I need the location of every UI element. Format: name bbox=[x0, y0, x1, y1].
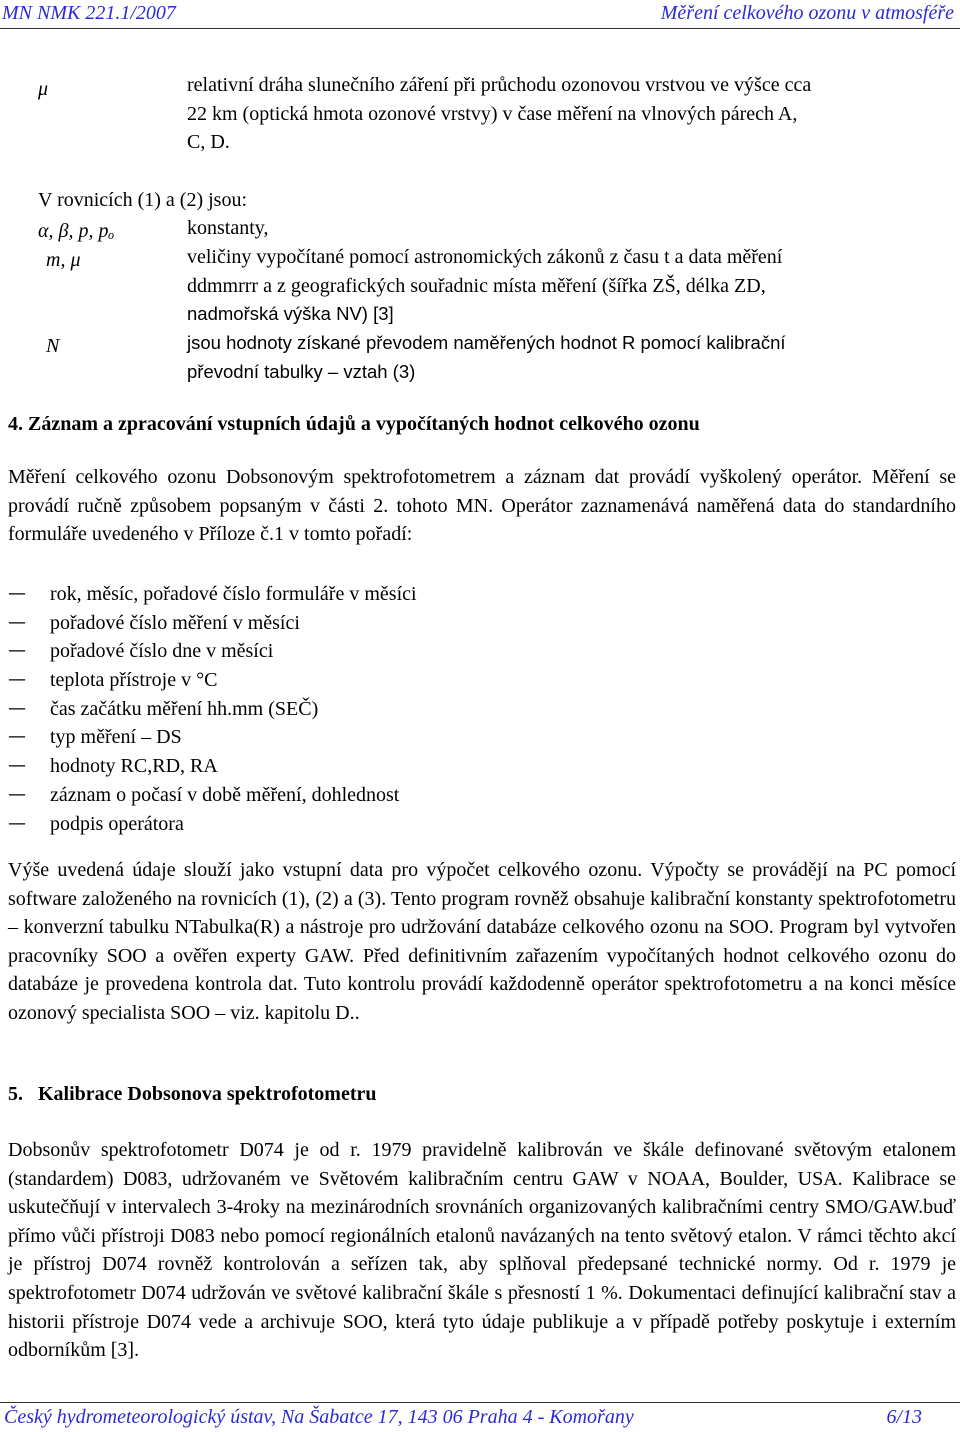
mu-line-2: 22 km (optická hmota ozonové vrstvy) v čase měření na vlnových párech A, bbox=[187, 102, 798, 125]
record-fields-list bbox=[8, 580, 417, 838]
m-mu-symbol: m, μ bbox=[46, 249, 81, 271]
header-rule bbox=[0, 28, 960, 29]
mu-line-1: relativní dráha slunečního záření při průchodu ozonovou vrstvou ve výšce cca bbox=[187, 74, 812, 96]
footer-address: Český hydrometeorologický ústav, Na Šabatce 17, 143 06 Praha 4 - Komořany bbox=[4, 1406, 634, 1428]
n-line-2: převodní tabulky – vztah (3) bbox=[187, 360, 416, 382]
m-mu-definition bbox=[187, 243, 957, 329]
dash-icon: — bbox=[8, 640, 26, 662]
list-item: — pořadové číslo dne v měsíci bbox=[8, 637, 417, 666]
section-5-heading bbox=[8, 1083, 377, 1106]
header-title: Měření celkového ozonu v atmosféře bbox=[660, 2, 954, 24]
section-5-title: Kalibrace Dobsonova spektrofotometru bbox=[38, 1083, 377, 1105]
n-definition bbox=[187, 329, 957, 386]
equation-intro: V rovnicích (1) a (2) jsou: bbox=[38, 189, 248, 211]
section-5-number: 5. bbox=[8, 1083, 23, 1105]
dash-icon: — bbox=[8, 783, 26, 805]
dash-icon: — bbox=[8, 583, 26, 604]
page-number: 6/13 bbox=[886, 1406, 922, 1428]
dash-icon: — bbox=[8, 669, 26, 691]
mu-line-3: C, D. bbox=[187, 131, 230, 154]
section-5-paragraph: Dobsonův spektrofotometr D074 je od r. 1979 pravidelně kalibrován ve škále definované světovým etalonem (standardem) D083, udržovaném ve Světovém kalibračním centru GAW v NOAA, Boulder, USA. Kalibrace se uskutečňují v intervalech 3-4roky na mezinárodních srovnáních organizovaných kalibračními centry SMO/GAW.buď přímo vůči přístroji D083 nebo pomocí regionálních etalonů navázaných na tento světový etalon. V rámci těchto akcí je přístroj D074 rovněž kontrolován a seřízen tak, aby splňoval předepsané technické normy. Od r. 1979 je spektrofotometr D074 udržován ve světové kalibrační škále s přesností 1 %. Dokumentaci definující kalibrační stav a historii přístroje D074 vede a archivuje SOO, která tyto údaje publikuje a v případě potřeby poskytuje i externím odborníkům [3]. bbox=[8, 1139, 956, 1362]
section-4-paragraph-2: Výše uvedená údaje slouží jako vstupní data pro výpočet celkového ozonu. Výpočty se provádějí na PC pomocí software založeného na rovnicích (1), (2) a (3). Tento program rovněž obsahuje kalibrační konstanty spektrofotometru – konverzní tabulku NTabulka(R) a nástroje pro udržování databáze celkového ozonu na SOO. Program byl vytvořen pracovníky SOO a ověřen experty GAW. Před definitivním zařazením vypočítaných hodnot celkového ozonu do databáze je provedena kontrola dat. Tuto kontrolu provádí každodenně operátor spektrofotometru a na konci měsíce ozonový specialista SOO – viz. kapitolu D.. bbox=[8, 859, 956, 1024]
list-item: — pořadové číslo měření v měsíci bbox=[8, 609, 417, 638]
n-line-1: jsou hodnoty získané převodem naměřených hodnot R pomocí kalibrační bbox=[187, 332, 786, 353]
m-mu-line-2: ddmmrrr a z geografických souřadnic místa měření (šířka ZŠ, délka ZD, bbox=[187, 274, 766, 297]
dash-icon: — bbox=[8, 812, 26, 834]
constants-text: konstanty, bbox=[187, 217, 269, 239]
list-item: — typ měření – DS bbox=[8, 723, 417, 752]
section-4-paragraph: Měření celkového ozonu Dobsonovým spektrofotometrem a záznam dat provádí vyškolený operátor. Měření se provádí ručně způsobem popsaným v části 2. tohoto MN. Operátor zaznamenává naměřená data do standardního formuláře uvedeného v Příloze č.1 v tomto pořadí: bbox=[8, 466, 956, 546]
list-item: — záznam o počasí v době měření, dohlednost bbox=[8, 781, 417, 810]
header-doc-id: MN NMK 221.1/2007 bbox=[2, 2, 176, 24]
page-header bbox=[0, 0, 960, 30]
dash-icon: — bbox=[8, 755, 26, 777]
dash-icon: — bbox=[8, 611, 26, 633]
dash-icon: — bbox=[8, 697, 26, 719]
dash-icon: — bbox=[8, 726, 26, 748]
list-item: — hodnoty RC,RD, RA bbox=[8, 752, 417, 781]
list-item: — čas začátku měření hh.mm (SEČ) bbox=[8, 695, 417, 724]
constants-symbol: α, β, p, pₒ bbox=[38, 220, 115, 242]
m-mu-line-1: veličiny vypočítané pomocí astronomických zákonů z času t a data měření bbox=[187, 246, 783, 268]
m-mu-line-3: nadmořská výška NV) [3] bbox=[187, 303, 394, 325]
mu-definition bbox=[187, 71, 957, 157]
mu-symbol: μ bbox=[38, 78, 49, 100]
list-item: — rok, měsíc, pořadové číslo formuláře v měsíci bbox=[8, 580, 417, 609]
list-item: — podpis operátora bbox=[8, 810, 417, 839]
section-4-heading: 4. Záznam a zpracování vstupních údajů a vypočítaných hodnot celkového ozonu bbox=[8, 413, 700, 435]
n-symbol: N bbox=[46, 335, 60, 357]
list-item: — teplota přístroje v °C bbox=[8, 666, 417, 695]
footer-rule bbox=[0, 1402, 960, 1403]
